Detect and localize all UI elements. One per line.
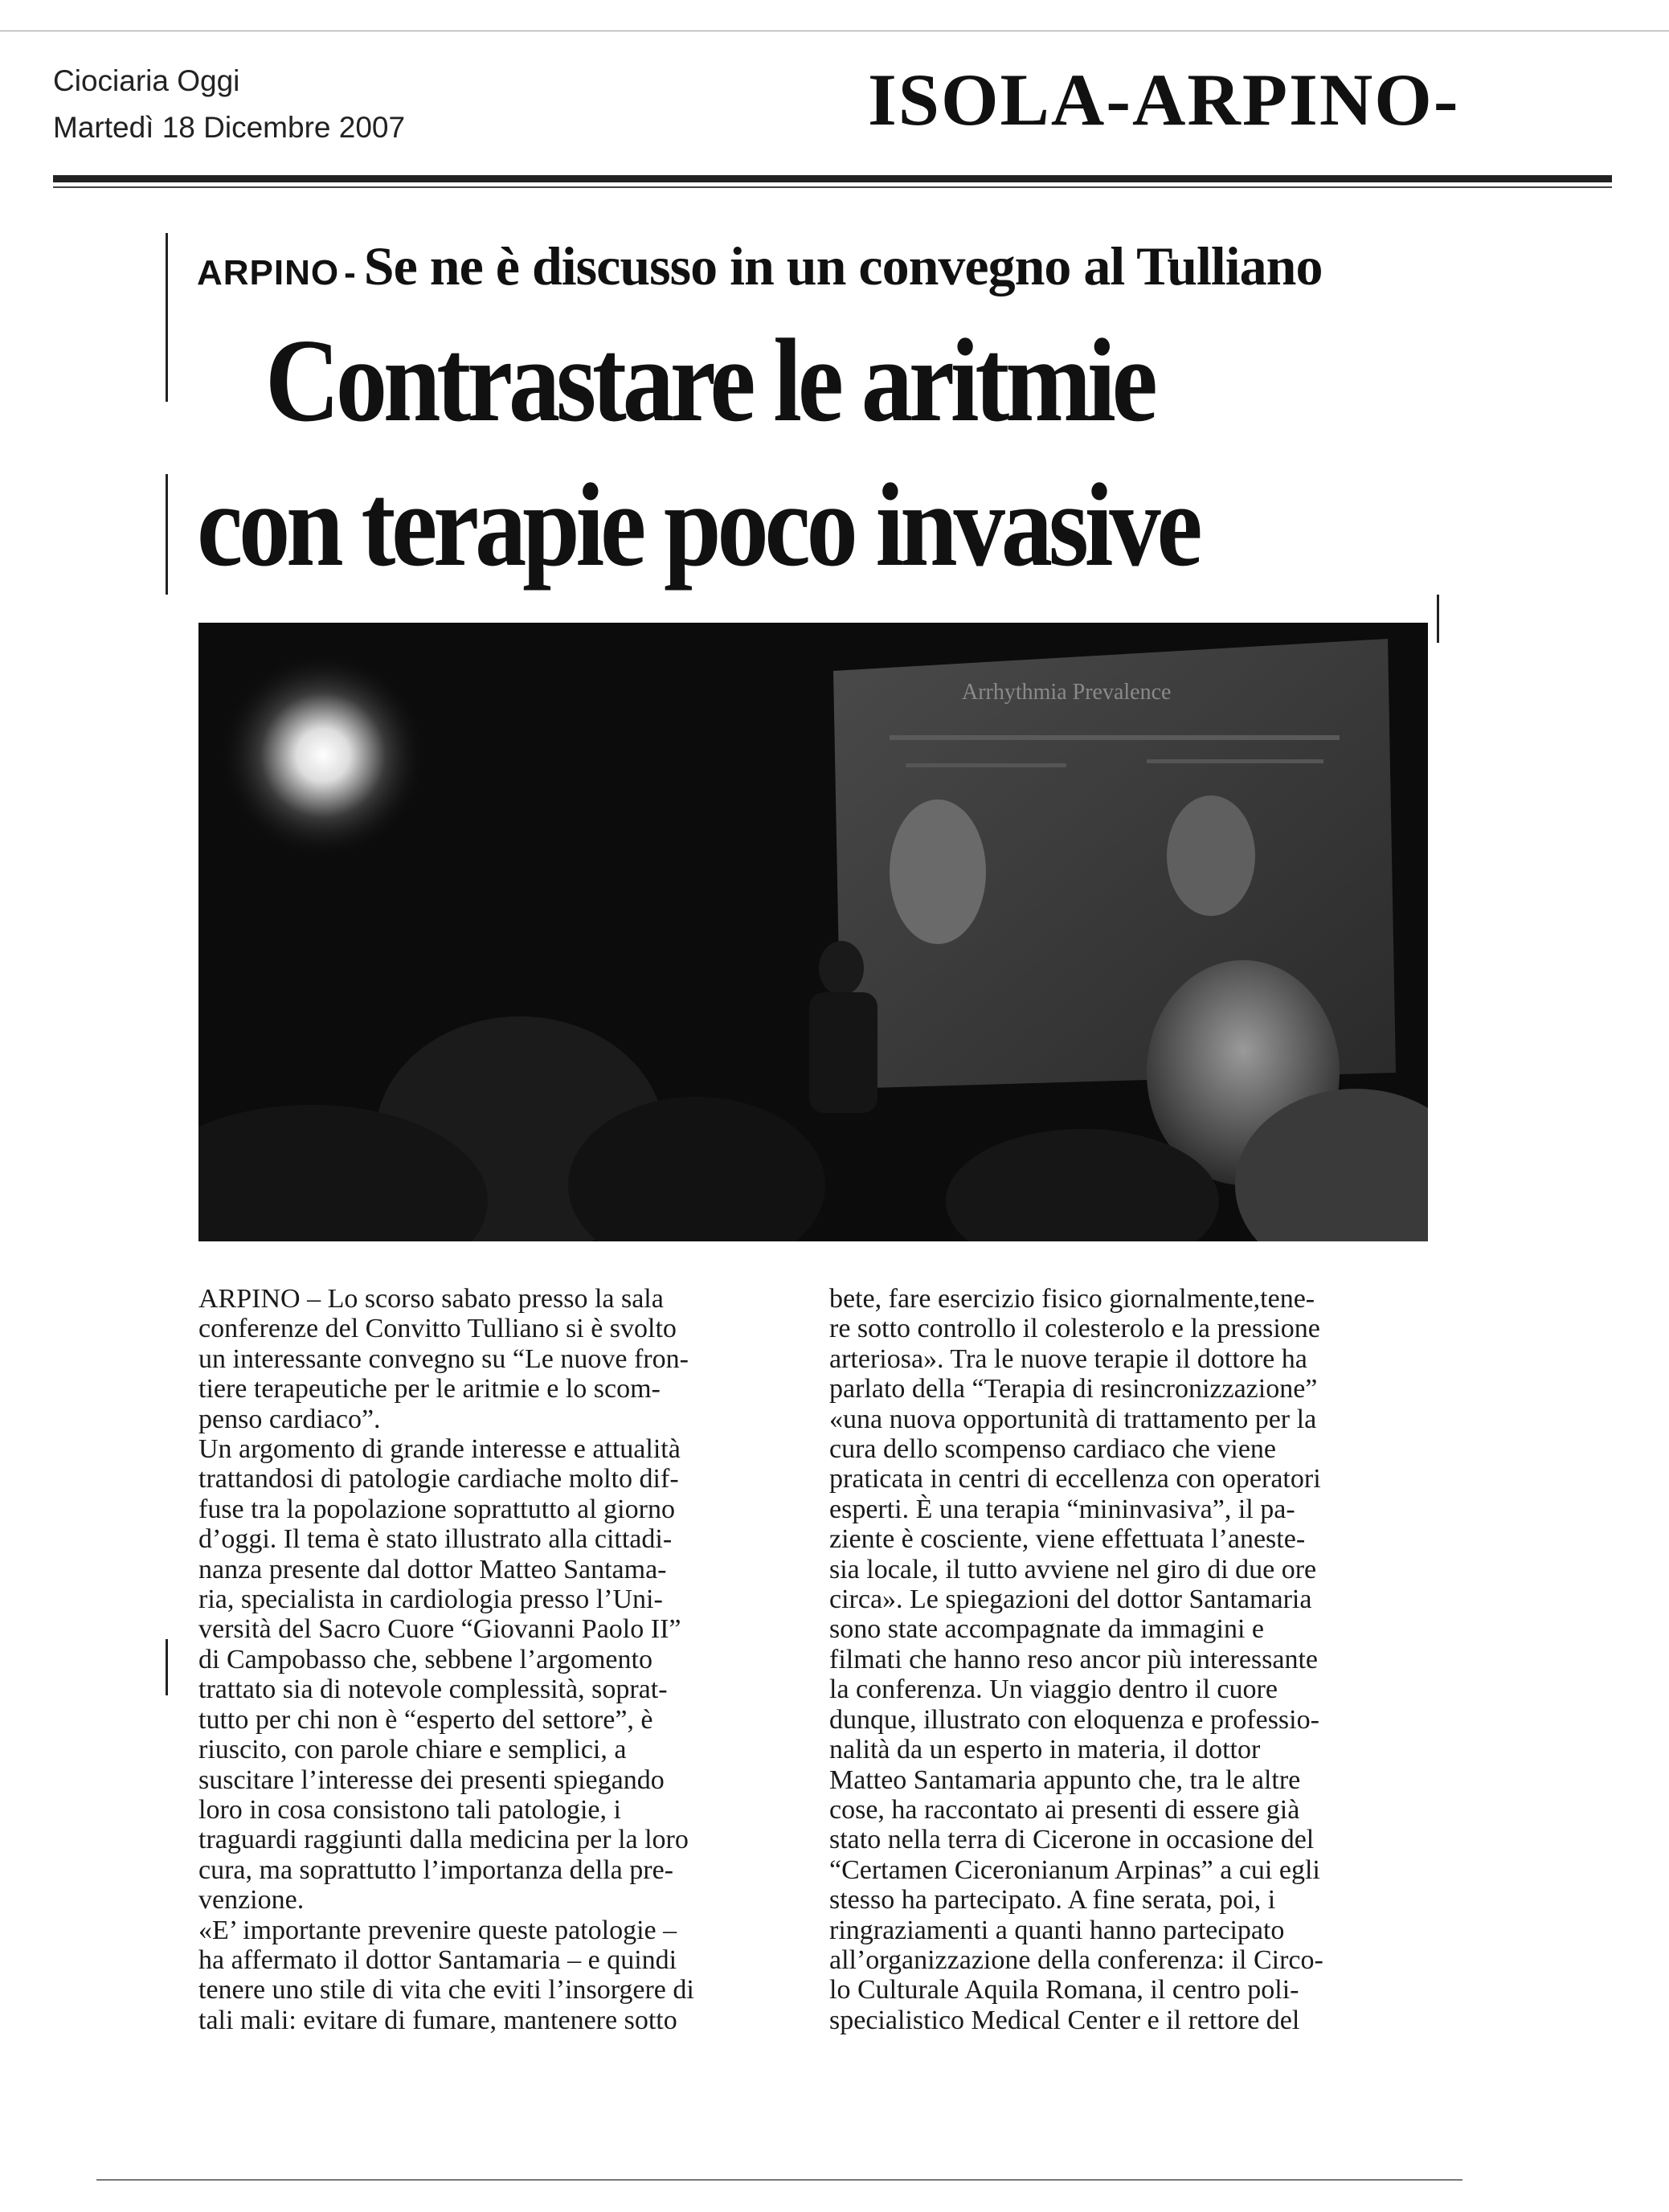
- article-paragraph: Un argomento di grande interesse e attualità trattandosi di patologie cardiache molto dif- fuse tra la popolazione soprattutto al giorno d’oggi. Il tema è stato illustrato alla cittadi- nanza presente dal dottor Matteo Santama- ria, specialista in cardiologia presso l’Uni- versità del Sacro Cuore “Giovanni Paolo II” di Campobasso che, sebbene l’argomento trattato sia di notevole complessità, soprat- tutto per chi non è “esperto del settore”, è riuscito, con parole chiare e semplici, a suscitare l’interesse dei presenti spiegando loro in cosa consistono tali patologie, i traguardi raggiunti dalla medicina per la loro cura, ma soprattutto l’importanza della pre- venzione.: [198, 1434, 689, 1916]
- column-marker: [166, 233, 168, 402]
- publication-date: Martedì 18 Dicembre 2007: [53, 111, 406, 144]
- conference-photo-image: [198, 623, 1428, 1241]
- article-column-right: [829, 1284, 1428, 2035]
- section-heading: ISOLA-ARPINO-: [868, 59, 1460, 141]
- headline-line-2: con terapie poco invasive: [197, 460, 1199, 591]
- masthead-rule-thin: [53, 186, 1612, 188]
- article-paragraph: «E’ importante prevenire queste patologie – ha affermato il dottor Santamaria – e quindi tenere uno stile di vita che eviti l’insorgere di tali mali: evitare di fumare, mantenere sotto: [198, 1915, 694, 2035]
- column-marker: [1437, 595, 1439, 643]
- kicker-text: Se ne è discusso in un convegno al Tulliano: [363, 235, 1323, 296]
- column-marker: [166, 1639, 168, 1695]
- column-marker: [166, 474, 168, 595]
- article-kicker: [197, 235, 1323, 298]
- article-paragraph: ARPINO – Lo scorso sabato presso la sala conferenze del Convitto Tulliano si è svolto un interessante convegno su “Le nuove fron- tiere terapeutiche per le aritmie e lo scom- penso cardiaco”.: [198, 1284, 689, 1434]
- kicker-separator: -: [344, 253, 356, 292]
- article-paragraph: bete, fare esercizio fisico giornalmente,tene- re sotto controllo il colesterolo e la pressione arteriosa». Tra le nuove terapie il dottore ha parlato della “Terapia di resincronizzazione” «una nuova opportunità di trattamento per la cura dello scompenso cardiaco che viene praticata in centri di eccellenza con operatori esperti. È una terapia “mininvasiva”, il pa- ziente è cosciente, viene effettuata l’aneste- sia locale, il tutto avviene nel giro di due ore circa». Le spiegazioni del dottor Santamaria sono state accompagnate da immagini e filmati che hanno reso ancor più interessante la conferenza. Un viaggio dentro il cuore dunque, illustrato con eloquenza e professio- nalità da un esperto in materia, il dottor Matteo Santamaria appunto che, tra le altre cose, ha raccontato ai presenti di essere già stato nella terra di Cicerone in occasione del “Certamen Ciceronianum Arpinas” a cui egli stesso ha partecipato. A fine serata, poi, i ringraziamenti a quanti hanno partecipato all’organizzazione della conferenza: il Circo- lo Culturale Aquila Romana, il centro poli- specialistico Medical Center e il rettore del: [829, 1284, 1323, 2035]
- slide-title: Arrhythmia Prevalence: [962, 680, 1172, 705]
- kicker-place: ARPINO: [197, 253, 340, 292]
- scan-edge-line: [96, 2179, 1462, 2181]
- newspaper-name: Ciociaria Oggi: [53, 64, 240, 97]
- conference-photo: [198, 623, 1428, 1241]
- headline-line-1: Contrastare le aritmie: [265, 315, 1154, 447]
- article-column-left: [198, 1284, 809, 2035]
- masthead-rule: [53, 175, 1612, 182]
